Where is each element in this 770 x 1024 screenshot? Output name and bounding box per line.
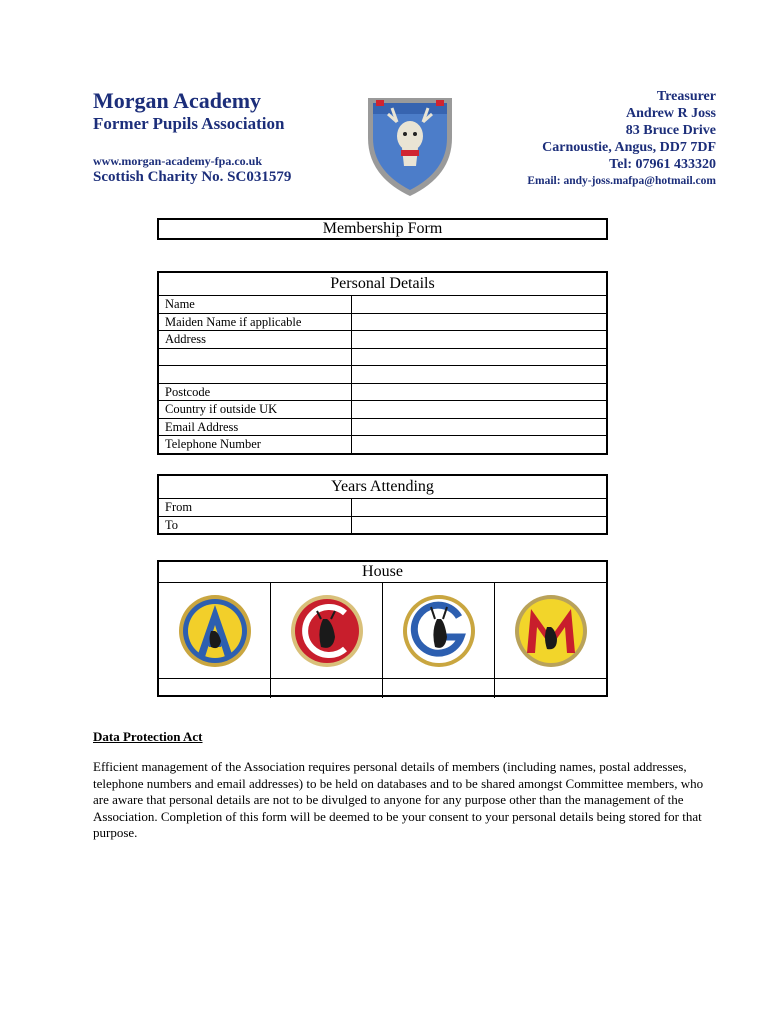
table-row: [159, 401, 606, 419]
field-label: Country if outside UK: [159, 401, 352, 418]
table-row: [159, 499, 606, 517]
field-label: Telephone Number: [159, 436, 352, 453]
house-m-badge-icon: [511, 591, 591, 671]
membership-form-title-box: [157, 218, 608, 240]
treasurer-town: Carnoustie, Angus, DD7 7DF: [542, 140, 716, 155]
house-badge-cell: [495, 583, 606, 678]
year-to-input[interactable]: [352, 517, 606, 534]
table-row: [159, 296, 606, 314]
name-input[interactable]: [352, 296, 606, 313]
table-row: [159, 314, 606, 332]
house-g-input[interactable]: [383, 679, 495, 698]
treasurer-street: 83 Bruce Drive: [625, 123, 716, 138]
table-row: [159, 419, 606, 437]
address-line-2-input[interactable]: [352, 349, 606, 366]
field-label: Name: [159, 296, 352, 313]
treasurer-tel: Tel: 07961 433320: [609, 157, 716, 172]
table-row: [159, 331, 606, 349]
personal-details-title: Personal Details: [159, 273, 606, 296]
address-line-1-input[interactable]: [352, 331, 606, 348]
house-badge-cell: [271, 583, 383, 678]
table-row: [159, 436, 606, 453]
data-protection-heading: Data Protection Act: [93, 729, 203, 744]
treasurer-name: Andrew R Joss: [626, 106, 716, 121]
telephone-input[interactable]: [352, 436, 606, 453]
year-from-input[interactable]: [352, 499, 606, 516]
country-input[interactable]: [352, 401, 606, 418]
house-title: House: [159, 562, 606, 583]
address-line-3-input[interactable]: [352, 366, 606, 383]
field-label: [159, 366, 352, 383]
field-label: To: [159, 517, 352, 534]
org-subtitle: Former Pupils Association: [93, 114, 285, 133]
personal-details-table: [157, 271, 608, 455]
table-row: [159, 384, 606, 402]
house-a-input[interactable]: [159, 679, 271, 698]
house-c-input[interactable]: [271, 679, 383, 698]
field-label: Maiden Name if applicable: [159, 314, 352, 331]
house-m-input[interactable]: [495, 679, 606, 698]
field-label: [159, 349, 352, 366]
treasurer-contact: [527, 88, 716, 190]
postcode-input[interactable]: [352, 384, 606, 401]
school-crest-icon: [364, 92, 456, 198]
field-label: Address: [159, 331, 352, 348]
house-badge-cell: [159, 583, 271, 678]
field-label: Email Address: [159, 419, 352, 436]
house-c-badge-icon: [287, 591, 367, 671]
membership-form-title: Membership Form: [322, 220, 443, 237]
house-table: [157, 560, 608, 697]
house-g-badge-icon: [399, 591, 479, 671]
house-badge-cell: [383, 583, 495, 678]
house-a-badge-icon: [175, 591, 255, 671]
field-label: From: [159, 499, 352, 516]
charity-number: Scottish Charity No. SC031579: [93, 169, 292, 185]
field-label: Postcode: [159, 384, 352, 401]
years-attending-title: Years Attending: [159, 476, 606, 499]
table-row: [159, 349, 606, 367]
maiden-name-input[interactable]: [352, 314, 606, 331]
website-link[interactable]: www.morgan-academy-fpa.co.uk: [93, 154, 262, 168]
data-protection-text: Efficient management of the Association requires personal details of members (including names, postal addresses, telephone numbers and email addresses) to be held on databases and to be shared amongst Committee members, who are aware that personal details are not to be divulged to anyone for any purpose other than the management of the Association. Completion of this form will be deemed to be your consent to your personal details being stored for that purpose.: [93, 759, 704, 840]
treasurer-role: Treasurer: [656, 89, 716, 104]
years-attending-table: [157, 474, 608, 535]
org-title: Morgan Academy: [93, 88, 262, 113]
table-row: [159, 517, 606, 534]
email-input[interactable]: [352, 419, 606, 436]
treasurer-email[interactable]: Email: andy-joss.mafpa@hotmail.com: [527, 175, 716, 187]
table-row: [159, 366, 606, 384]
